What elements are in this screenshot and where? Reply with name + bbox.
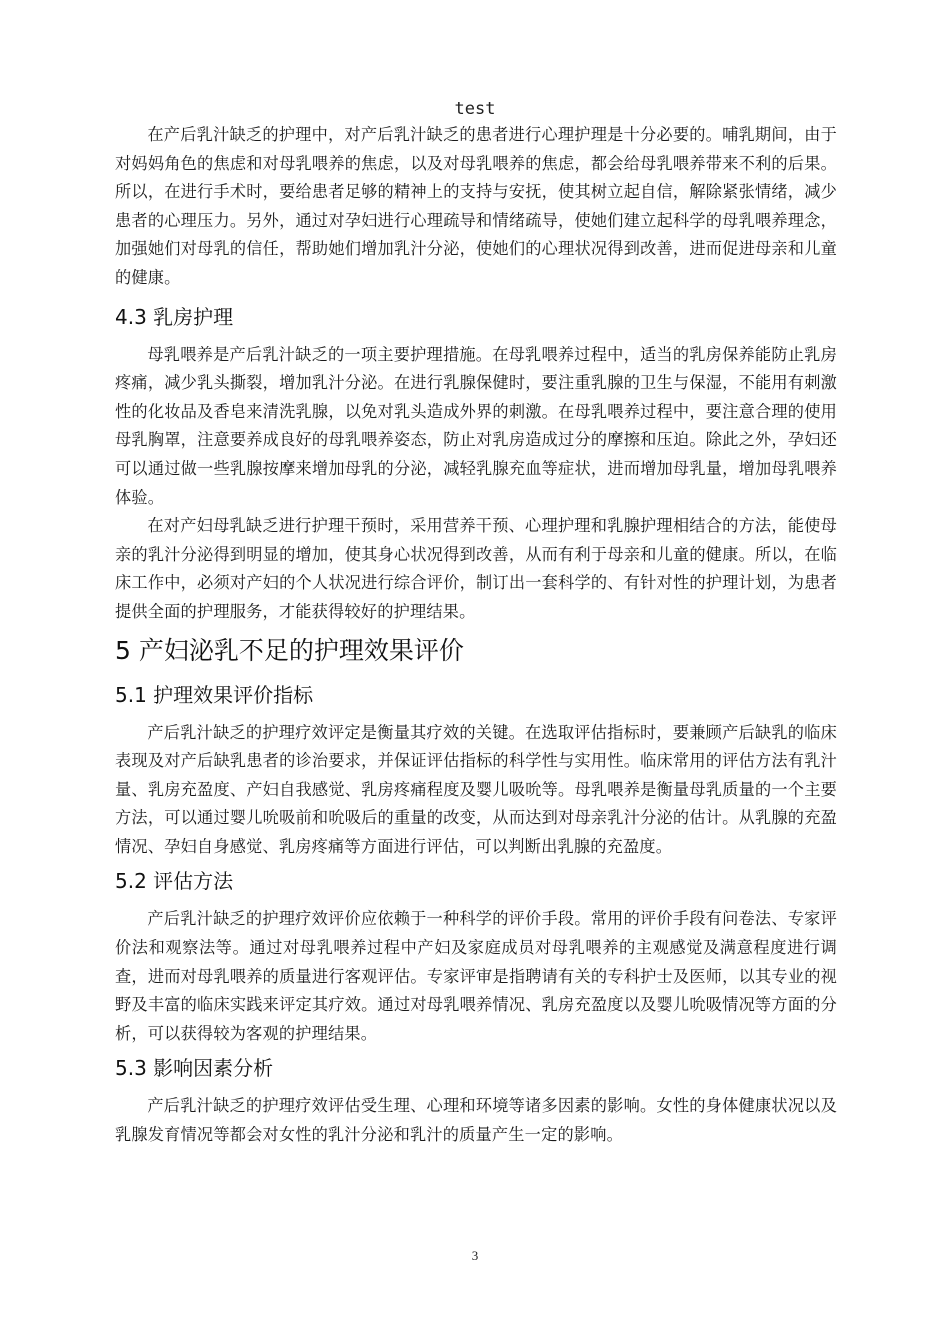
heading-5-2: 5.2 评估方法: [115, 869, 234, 894]
heading-5: 5 产妇泌乳不足的护理效果评价: [115, 635, 464, 665]
paragraph-influencing-factors: 产后乳汁缺乏的护理疗效评估受生理、心理和环境等诸多因素的影响。女性的身体健康状况以及乳腺发育情况等都会对女性的乳汁分泌和乳汁的质量产生一定的影响。: [115, 1096, 837, 1145]
document-body: [115, 121, 837, 1150]
page-number: 3: [471, 1248, 479, 1263]
heading-5-1: 5.1 护理效果评价指标: [115, 682, 314, 707]
page-header: test: [454, 99, 496, 119]
paragraph-evaluation-methods: 产后乳汁缺乏的护理疗效评价应依赖于一种科学的评价手段。常用的评价手段有问卷法、专家评价法和观察法等。通过对母乳喂养过程中产妇及家庭成员对母乳喂养的主观感觉及满意程度进行调查，进而对母乳喂养的质量进行客观评估。专家评审是指聘请有关的专科护士及医师，以其专业的视野及丰富的临床实践来评定其疗效。通过对母乳喂养情况、乳房充盈度以及婴儿吮吸情况等方面的分析，可以获得较为客观的护理结果。: [115, 909, 837, 1043]
paragraph-psychological-care: 在产后乳汁缺乏的护理中，对产后乳汁缺乏的患者进行心理护理是十分必要的。哺乳期间，由于对妈妈角色的焦虑和对母乳喂养的焦虑，以及对母乳喂养的焦虑，都会给母乳喂养带来不利的后果。所以，在进行手术时，要给患者足够的精神上的支持与安抚，使其树立起自信，解除紧张情绪，减少患者的心理压力。另外，通过对孕妇进行心理疏导和情绪疏导，使她们建立起科学的母乳喂养理念，加强她们对母乳的信任，帮助她们增加乳汁分泌，使她们的心理状况得到改善，进而促进母亲和儿童的健康。: [115, 125, 837, 287]
paragraph-combined-intervention: 在对产妇母乳缺乏进行护理干预时，采用营养干预、心理护理和乳腺护理相结合的方法，能使母亲的乳汁分泌得到明显的增加，使其身心状况得到改善，从而有利于母亲和儿童的健康。所以，在临床工作中，必须对产妇的个人状况进行综合评价，制订出一套科学的、有针对性的护理计划，为患者提供全面的护理服务，才能获得较好的护理结果。: [115, 516, 837, 621]
paragraph-evaluation-indicators: 产后乳汁缺乏的护理疗效评定是衡量其疗效的关键。在选取评估指标时，要兼顾产后缺乳的临床表现及对产后缺乳患者的诊治要求，并保证评估指标的科学性与实用性。临床常用的评估方法有乳汁量、乳房充盈度、产妇自我感觉、乳房疼痛程度及婴儿吸吮等。母乳喂养是衡量母乳质量的一个主要方法，可以通过婴儿吮吸前和吮吸后的重量的改变，从而达到对母亲乳汁分泌的估计。从乳腺的充盈情况、孕妇自身感觉、乳房疼痛等方面进行评估，可以判断出乳腺的充盈度。: [115, 722, 837, 856]
heading-4-3: 4.3 乳房护理: [115, 304, 234, 329]
heading-5-3: 5.3 影响因素分析: [115, 1056, 274, 1081]
paragraph-breast-care: 母乳喂养是产后乳汁缺乏的一项主要护理措施。在母乳喂养过程中，适当的乳房保养能防止乳房疼痛，减少乳头撕裂，增加乳汁分泌。在进行乳腺保健时，要注重乳腺的卫生与保湿，不能用有刺激性的化妆品及香皂来清洗乳腺，以免对乳头造成外界的刺激。在母乳喂养过程中，要注意合理的使用母乳胸罩，注意要养成良好的母乳喂养姿态，防止对乳房造成过分的摩擦和压迫。除此之外，孕妇还可以通过做一些乳腺按摩来增加母乳的分泌，减轻乳腺充血等症状，进而增加母乳量，增加母乳喂养体验。: [115, 344, 837, 507]
